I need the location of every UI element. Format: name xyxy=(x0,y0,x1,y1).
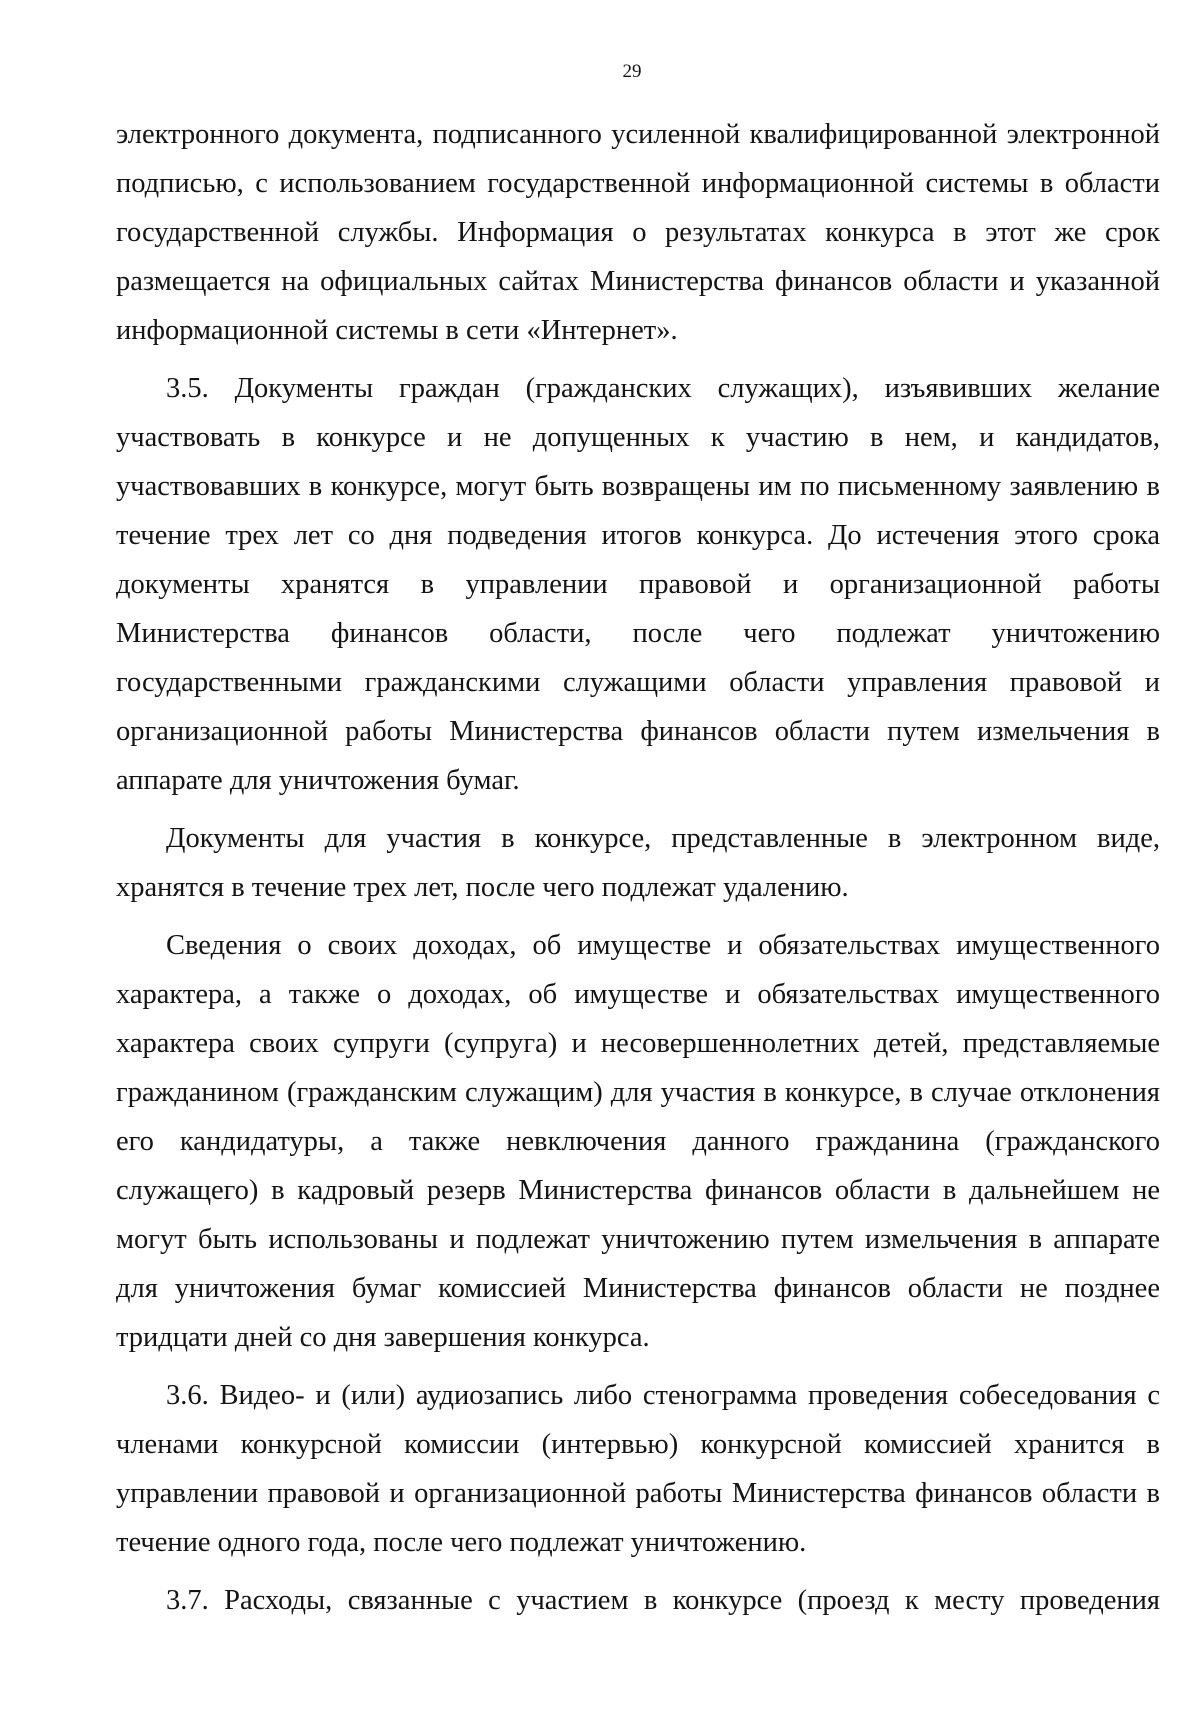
paragraph-3-6: 3.6. Видео- и (или) аудиозапись либо стенограмма проведения собеседования с членами конкурсной комиссии (интервью) конкурсной комиссией хранится в управлении правовой и организационной работы Министерства финансов области в течение одного года, после чего подлежат уничтожению. xyxy=(116,1380,1160,1558)
paragraph-3-5: 3.5. Документы граждан (гражданских служащих), изъявивших желание участвовать в конкурсе и не допущенных к участию в нем, и кандидатов, участвовавших в конкурсе, могут быть возвращены им по письменному заявлению в течение трех лет со дня подведения итогов конкурса. До истечения этого срока документы хранятся в управлении правовой и организационной работы Министерства финансов области, после чего подлежат уничтожению государственными гражданскими служащими области управления правовой и организационной работы Министерства финансов области путем измельчения в аппарате для уничтожения бумаг. xyxy=(116,373,1160,796)
paragraph-electronic-documents: Документы для участия в конкурсе, представленные в электронном виде, хранятся в течение трех лет, после чего подлежат удалению. xyxy=(116,823,1160,903)
paragraph-continuation: электронного документа, подписанного усиленной квалифицированной электронной подписью, с использованием государственной информационной системы в области государственной службы. Информация о результатах конкурса в этот же срок размещается на официальных сайтах Министерства финансов области и указанной информационной системы в сети «Интернет». xyxy=(116,119,1160,346)
paragraph-income-information: Сведения о своих доходах, об имуществе и обязательствах имущественного характера, а также о доходах, об имуществе и обязательствах имущественного характера своих супруги (супруга) и несовершеннолетних детей, представляемые гражданином (гражданским служащим) для участия в конкурсе, в случае отклонения его кандидатуры, а также невключения данного гражданина (гражданского служащего) в кадровый резерв Министерства финансов области в дальнейшем не могут быть использованы и подлежат уничтожению путем измельчения в аппарате для уничтожения бумаг комиссией Министерства финансов области не позднее тридцати дней со дня завершения конкурса. xyxy=(116,930,1160,1353)
document-body xyxy=(116,110,1160,1625)
paragraph-3-7: 3.7. Расходы, связанные с участием в конкурсе (проезд к месту проведения xyxy=(166,1585,1160,1616)
page-number: 29 xyxy=(622,61,642,82)
